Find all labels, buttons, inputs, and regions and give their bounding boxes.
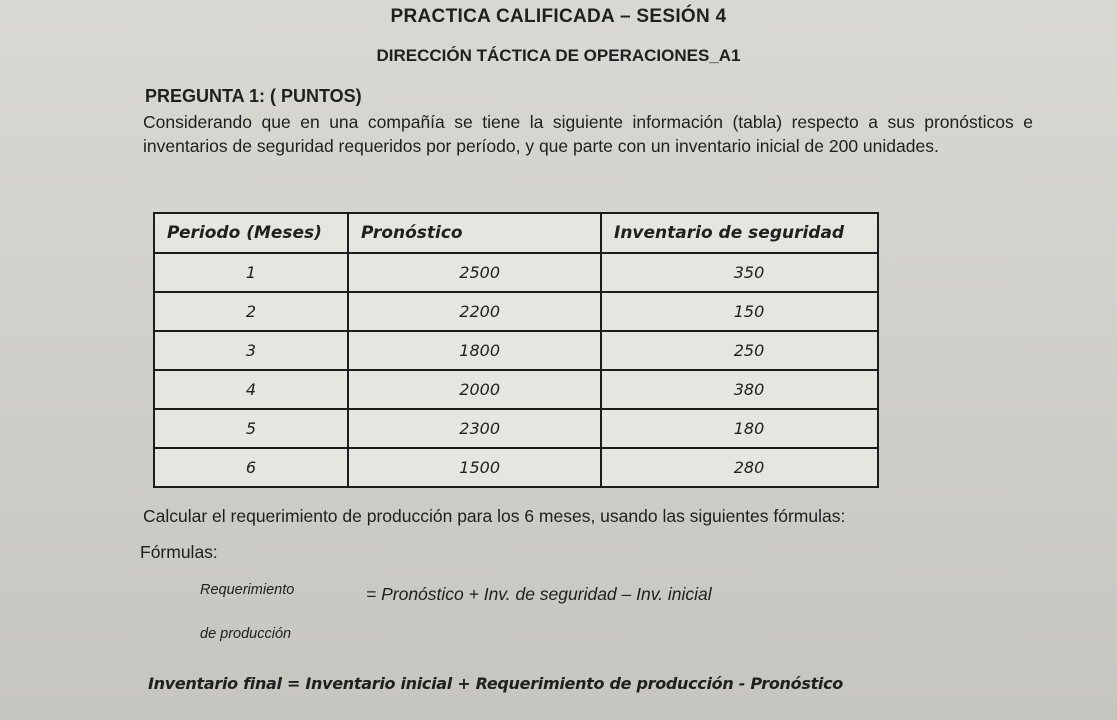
cell-periodo: 2 [154, 292, 348, 331]
cell-inventario: 380 [601, 370, 878, 409]
instructions-text: Calcular el requerimiento de producción para los 6 meses, usando las siguientes fórmulas: [143, 506, 846, 526]
requirement-formula: = Pronóstico + Inv. de seguridad – Inv. inicial [366, 584, 712, 604]
table-row [154, 253, 878, 292]
exam-title: PRACTICA CALIFICADA – SESIÓN 4 [390, 6, 727, 27]
final-inventory-formula: Inventario final = Inventario inicial + Requerimiento de producción - Pronóstico [148, 674, 843, 693]
cell-pronostico: 1500 [348, 448, 601, 487]
header-periodo: Periodo (Meses) [154, 213, 348, 253]
cell-pronostico: 2200 [348, 292, 601, 331]
cell-pronostico: 1800 [348, 331, 601, 370]
question-title: PREGUNTA 1: ( PUNTOS) [145, 86, 362, 106]
table-row [154, 370, 878, 409]
table-row [154, 448, 878, 487]
header-inventario: Inventario de seguridad [601, 213, 878, 253]
cell-inventario: 280 [601, 448, 878, 487]
header-pronostico: Pronóstico [348, 213, 601, 253]
cell-inventario: 150 [601, 292, 878, 331]
question-intro: Considerando que en una compañía se tiene la siguiente información (tabla) respecto a sus pronósticos e inventarios de seguridad requeridos por período, y que parte con un inventario inicial de 200 unidades. [143, 112, 1033, 156]
cell-periodo: 6 [154, 448, 348, 487]
table-row [154, 331, 878, 370]
requirement-label-line2: de producción [200, 626, 292, 642]
cell-periodo: 4 [154, 370, 348, 409]
cell-inventario: 250 [601, 331, 878, 370]
formulas-label: Fórmulas: [140, 542, 218, 562]
table-row [154, 292, 878, 331]
table-header-row [154, 213, 878, 253]
cell-pronostico: 2000 [348, 370, 601, 409]
cell-inventario: 180 [601, 409, 878, 448]
cell-pronostico: 2300 [348, 409, 601, 448]
cell-pronostico: 2500 [348, 253, 601, 292]
cell-periodo: 5 [154, 409, 348, 448]
course-subtitle: DIRECCIÓN TÁCTICA DE OPERACIONES_A1 [376, 46, 741, 65]
data-table [153, 212, 879, 488]
requirement-label-line1: Requerimiento [200, 582, 295, 598]
cell-inventario: 350 [601, 253, 878, 292]
cell-periodo: 3 [154, 331, 348, 370]
cell-periodo: 1 [154, 253, 348, 292]
table-row [154, 409, 878, 448]
